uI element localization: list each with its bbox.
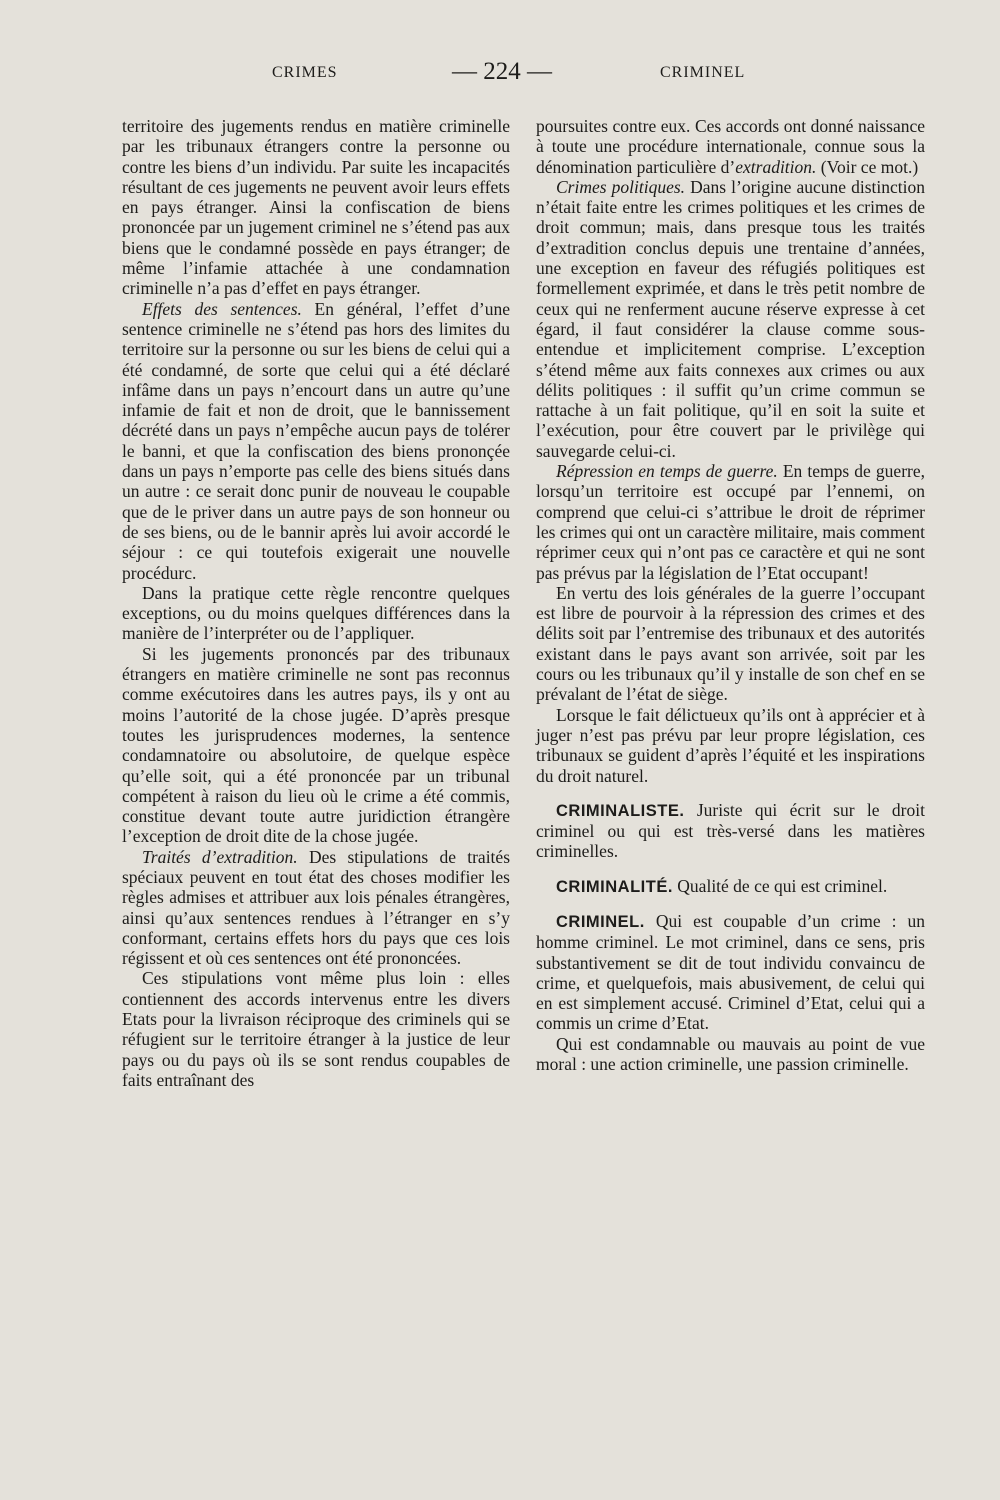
header-left-word: CRIMES bbox=[272, 64, 338, 81]
right-column bbox=[536, 116, 925, 1074]
paragraph-text: poursuites contre eux. Ces accords ont donné naissance à toute une procédure internationale, connue sous la dénomination particulière d’ bbox=[536, 116, 925, 177]
section-heading: Crimes politiques. bbox=[556, 176, 686, 197]
section-heading: Effets des sentences. bbox=[142, 298, 302, 319]
paragraph: territoire des jugements rendus en matière criminelle par les tribunaux étrangers contre la personne ou contre les biens d’un individu. Par suite les incapacités résultant de ces jugements ne peuvent avoir leurs effets en pays étranger. Ainsi la confiscation de biens prononcée par un jugement criminel ne s’étend pas aux biens que le condamné possède en pays étranger; de même l’infamie attachée à une condamnation criminelle n’a pas d’effet en pays étranger. bbox=[122, 116, 510, 299]
section-heading: Traités d’extradition. bbox=[142, 846, 298, 867]
paragraph: Dans la pratique cette règle rencontre quelques exceptions, ou du moins quelques différences dans la manière de l’interpréter ou de l’appliquer. bbox=[122, 582, 510, 644]
paragraph-text: En temps de guerre, lorsqu’un territoire est occupé par l’ennemi, on comprend que celui-ci s’attribue le droit de réprimer les crimes qui ont un caractère militaire, mais comment réprimer ceux qui n’ont pas ce caractère et qui ne sont pas prévus par la législation de l’Etat occupant! bbox=[536, 461, 925, 583]
paragraph bbox=[536, 461, 925, 583]
dictionary-entry bbox=[536, 800, 925, 862]
section-heading: Répression en temps de guerre. bbox=[556, 461, 778, 482]
paragraph bbox=[536, 116, 925, 177]
paragraph: Lorsque le fait délictueux qu’ils ont à apprécier et à juger n’est pas prévu par leur propre législation, ces tribunaux se guident d’après l’équité et les inspirations du droit naturel. bbox=[536, 704, 925, 786]
paragraph bbox=[536, 177, 925, 461]
entry-definition: Juriste qui écrit sur le droit criminel ou qui est très-versé dans les matières criminelles. bbox=[536, 799, 925, 862]
running-header bbox=[0, 58, 1000, 94]
entry-definition: Qui est coupable d’un crime : un homme criminel. Le mot criminel, dans ce sens, pris substantivement se dit de tout individu convaincu de crime, et quelquefois, mais abusivement, de celui qui en est simplement accusé. Criminel d’Etat, celui qui a commis un crime d’Etat. bbox=[536, 910, 925, 1034]
paragraph: Qui est condamnable ou mauvais au point de vue moral : une action criminelle, une passion criminelle. bbox=[536, 1033, 925, 1075]
italic-term: extradition. bbox=[735, 156, 817, 177]
paragraph: Ces stipulations vont même plus loin : elles contiennent des accords intervenus entre les divers Etats pour la livraison réciproque des criminels qui se réfugient sur le territoire étranger à la justice de leur pays ou du pays où ils se sont rendus coupables de faits entraînant des bbox=[122, 968, 510, 1090]
entry-term: CRIMINALISTE. bbox=[556, 801, 685, 820]
entry-term: CRIMINALITÉ. bbox=[556, 877, 673, 896]
paragraph-text: (Voir ce mot.) bbox=[816, 156, 919, 177]
paragraph bbox=[122, 299, 510, 583]
entry-definition: Qualité de ce qui est criminel. bbox=[672, 875, 888, 896]
paragraph-text: En général, l’effet d’une sentence criminelle ne s’étend pas hors des limites du territoire sur la personne ou sur les biens de celui qui a été condamné, de sorte que celui qui a été déclaré infâme dans un pays n’encourt dans un autre qu’une infamie de fait et non de droit, que le bannissement décrété dans un pays n’empêche aucun pays de tolérer le banni, et que la confiscation des biens prononçée dans un pays n’emporte pas celle des biens situés dans un autre : ce serait donc punir de nouveau le coupable que de le priver dans un autre pays de son honneur ou de ses biens, ou de le bannir après lui avoir accordé le séjour : ce qui toutefois exigerait une nouvelle procédurc. bbox=[122, 298, 511, 583]
paragraph: En vertu des lois générales de la guerre l’occupant est libre de pourvoir à la répression des crimes et des délits soit par l’entremise des tribunaux et des autorités existant dans le pays avant son arrivée, soit par les cours ou les tribunaux qu’il y installe de son chef en se prévalant de l’état de siège. bbox=[536, 582, 925, 705]
dictionary-entry bbox=[536, 876, 925, 897]
page-number: — 224 — bbox=[452, 58, 552, 85]
entry-term: CRIMINEL. bbox=[556, 912, 645, 931]
left-column bbox=[122, 116, 510, 1090]
paragraph-text: Des stipulations de traités spéciaux peuvent en tout état des choses modifier les règles admises et attribuer aux lois pénales étrangères, ainsi qu’aux sentences rendues à l’étranger en s’y conformant, certains effets hors du pays que ces lois régissent et où ces sentences ont été prononcées. bbox=[122, 846, 510, 969]
paragraph bbox=[122, 847, 510, 969]
paragraph-text: Dans l’origine aucune distinction n’était faite entre les crimes politiques et les crimes de droit commun; mais, dans presque tous les traités d’extradition conclus depuis une trentaine d’années, une exception en faveur des réfugiés politiques est formellement exprimée, et dans le très petit nombre de ceux qui ne renferment aucune réserve expresse à cet égard, il faut considérer la clause comme sous-entendue et implicitement comprise. L’exception s’étend même aux faits connexes aux crimes ou aux délits politiques : il suffit qu’un crime commun se rattache à un fait politique, qu’il en soit la suite et l’exécution, pour être couvert par le privilège qui sauvegarde celui-ci. bbox=[536, 176, 925, 461]
header-right-word: CRIMINEL bbox=[660, 64, 746, 81]
dictionary-entry bbox=[536, 911, 925, 1034]
paragraph: Si les jugements prononcés par des tribunaux étrangers en matière criminelle ne sont pas reconnus comme exécutoires dans les autres pays, ils y ont au moins l’autorité de la chose jugée. D’après presque toutes les jurisprudences modernes, la sentence condamnatoire ou absolutoire, de quelque espèce qu’elle soit, qui a été prononcée par un tribunal compétent à raison du lieu où le crime a été commis, constitue devant toute autre juridiction étrangère l’exception de droit dite de la chose jugée. bbox=[122, 643, 510, 847]
